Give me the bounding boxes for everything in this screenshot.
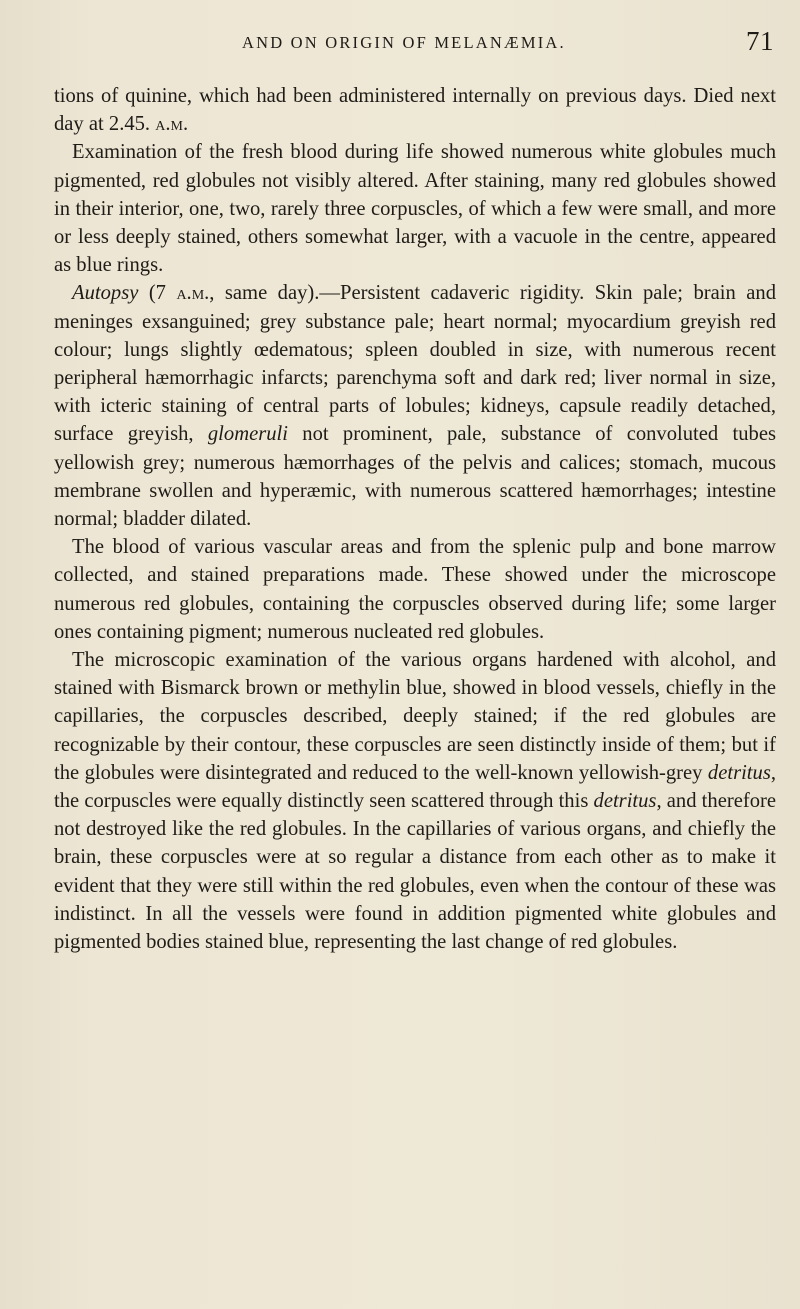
paragraph-autopsy bbox=[54, 279, 776, 533]
text-segment: tions of quinine, which had been administered internally on previous days. Died next day at 2.45. bbox=[54, 85, 776, 136]
paragraph-microscopic-examination bbox=[54, 646, 776, 956]
paragraph-blood-examination bbox=[54, 138, 776, 279]
italic-term: detritus bbox=[593, 790, 657, 813]
text-segment: (7 bbox=[138, 282, 177, 305]
italic-term: detritus bbox=[707, 761, 771, 784]
page-number: 71 bbox=[746, 26, 774, 56]
text-segment: , same day).—Persistent cadaveric rigidity. Skin pale; brain and meninges exsanguined; grey substance pale; heart normal; myocardium greyish red colour; lungs slightly œdematous; spleen doubled in size, with numerous recent peripheral hæmorrhagic infarcts; parenchyma soft and dark red; liver normal in size, with icteric staining of central parts of lobules; kidneys, capsule readily detached, surface greyish, bbox=[54, 282, 776, 446]
time-abbreviation: a.m. bbox=[176, 282, 210, 305]
text-segment: not prominent, pale, substance of convoluted tubes yellowish grey; numerous hæmorrhages of the pelvis and calices; stomach, mucous membrane swollen and hyperæmic, with numerous scattered hæmorrhages; intestine normal; bladder dilated. bbox=[54, 423, 776, 531]
paragraph-continued bbox=[54, 82, 776, 138]
text-segment: Examination of the fresh blood during life showed numerous white globules much pigmented, red globules not visibly altered. After staining, many red globules showed in their interior, one, two, rarely three corpuscles, of which a few were small, and more or less deeply stained, others somewhat larger, with a vacuole in the centre, appeared as blue rings. bbox=[54, 141, 776, 277]
running-title: AND ON ORIGIN OF MELANÆMIA. bbox=[242, 33, 566, 52]
autopsy-heading: Autopsy bbox=[72, 282, 139, 305]
time-abbreviation: a.m. bbox=[155, 113, 189, 136]
text-segment: , and therefore not destroyed like the red globules. In the capillaries of various organs, and chiefly the brain, these corpuscles were at so regular a distance from each other as to make it evident that they were still within the red globules, even when the contour of these was indistinct. In all the vessels were found in addition pigmented white globules and pigmented bodies stained blue, representing the last change of red globules. bbox=[54, 790, 776, 954]
running-head bbox=[0, 26, 800, 70]
paragraph-blood-preparations bbox=[54, 533, 776, 646]
italic-term: glomeruli bbox=[207, 423, 288, 446]
body-text bbox=[54, 82, 776, 956]
text-segment: The blood of various vascular areas and from the splenic pulp and bone marrow collected, and stained preparations made. These showed under the microscope numerous red globules, containing the corpuscles observed during life; some larger ones containing pigment; numerous nucleated red globules. bbox=[54, 536, 776, 643]
text-segment: , the corpuscles were equally distinctly seen scattered through this bbox=[54, 761, 776, 813]
text-segment: The microscopic examination of the various organs hardened with alcohol, and stained with Bismarck brown or methylin blue, showed in blood vessels, chiefly in the capillaries, the corpuscles described, deeply stained; if the red globules are recognizable by their contour, these corpuscles are seen distinctly inside of them; but if the globules were disintegrated and reduced to the well-known yellowish-grey bbox=[54, 649, 776, 784]
